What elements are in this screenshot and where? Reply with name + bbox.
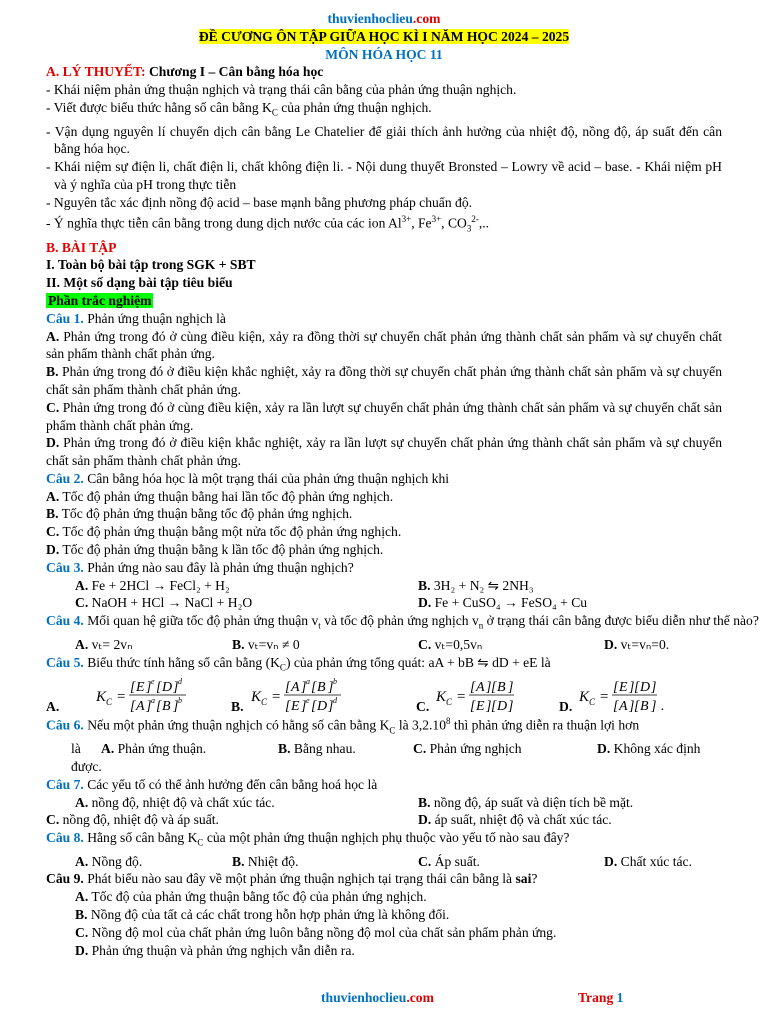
option-a: A. Nồng độ. (75, 853, 143, 869)
option-d: D. K C = [ E ] [ D ] [ A ] [ B ] . (559, 679, 709, 713)
option-a: A. nồng độ, nhiệt độ và chất xúc tác. (75, 794, 275, 810)
option-c: C. Nồng độ mol của chất phản ứng luôn bằng nồng độ mol của chất sản phẩm phản ứng. (75, 924, 557, 940)
svg-text:[: [ (634, 699, 640, 714)
option-c: C. vₜ=0,5vₙ (418, 636, 483, 652)
option-b: B. nồng độ, áp suất và diện tích bề mặt. (418, 794, 634, 810)
page-footer (0, 990, 768, 1008)
svg-text:[: [ (285, 699, 291, 714)
formula-options (46, 679, 722, 713)
svg-text:.: . (661, 699, 665, 714)
option-b: B. Bằng nhau. (278, 741, 356, 757)
theory-heading: A. LÝ THUYẾT: Chương I – Cân bằng hóa học (46, 64, 324, 80)
svg-text:C: C (446, 697, 453, 708)
kc-formula-b (251, 677, 401, 713)
svg-text:B: B (317, 680, 326, 696)
svg-text:[: [ (613, 699, 619, 714)
svg-text:K: K (579, 689, 590, 706)
svg-text:]: ] (486, 699, 492, 714)
options-row (46, 853, 722, 871)
option-a: A. Fe + 2HCl → FeCl₂ + H₂ (75, 577, 230, 593)
svg-text:[: [ (470, 699, 476, 714)
svg-text:b: b (333, 677, 337, 687)
svg-text:K: K (436, 689, 447, 706)
svg-text:]: ] (651, 680, 657, 696)
option-b: B. 3H₂ + N₂ ⇋ 2NH₃ (418, 577, 534, 593)
svg-text:E: E (136, 680, 145, 696)
svg-text:]: ] (173, 680, 179, 696)
svg-text:[: [ (285, 680, 291, 696)
svg-text:]: ] (146, 699, 152, 714)
svg-text:]: ] (173, 699, 179, 714)
option-c: C. Áp suất. (418, 853, 480, 869)
option-a: A. Tốc độ phản ứng thuận bằng hai lần tốc độ phản ứng nghịch. (46, 488, 394, 504)
option-a: A. Phản ứng trong đó ở cùng điều kiện, xảy ra đồng thời sự chuyển chất phản ứng thành chất sản phẩm và sự chuyển chất sản phẩm thành chất phản ứng. (46, 328, 722, 362)
doc-subject: MÔN HÓA HỌC 11 (325, 46, 443, 62)
svg-text:[: [ (156, 699, 162, 714)
option-c: C. NaOH + HCl → NaCl + H₂O (75, 595, 253, 611)
svg-text:A: A (476, 680, 485, 696)
options-row (46, 794, 722, 812)
option-c: C. Phản ứng nghịch (413, 741, 522, 757)
footer-site: thuvienhoclieu.com (321, 990, 434, 1005)
svg-text:D: D (640, 680, 651, 696)
site-header: thuvienhoclieu.com (327, 11, 441, 26)
svg-text:]: ] (328, 680, 334, 696)
svg-text:]: ] (301, 699, 307, 714)
section-heading: II. Một số dạng bài tập tiêu biểu (46, 275, 233, 291)
svg-text:B: B (497, 680, 506, 696)
question-6: Câu 6. Nếu một phản ứng thuận nghịch có hằng số cân bằng $K_C$ là 3,2.10$^8$ thì phản ứng diễn ra thuận lợi hơn (46, 716, 640, 736)
svg-text:[: [ (613, 680, 619, 696)
theory-item: - Khái niệm sự điện li, chất điện li, chất không điện li. - Nội dung thuyết Bronsted – Lowry về acid – base. - Khái niệm pH và ý nghĩa của pH trong thực tiễn (46, 159, 722, 192)
svg-text:b: b (178, 696, 182, 706)
option-a: A. Phản ứng thuận. (101, 741, 207, 757)
svg-text:]: ] (651, 699, 657, 714)
svg-text:a: a (151, 696, 155, 706)
option-d: D. Phản ứng thuận và phản ứng nghịch vẫn diễn ra. (75, 942, 355, 958)
svg-text:B: B (640, 699, 649, 714)
svg-text:C: C (261, 697, 268, 708)
svg-text:]: ] (328, 699, 334, 714)
svg-text:[: [ (156, 680, 162, 696)
option-b: B. K C = [ A ] a [ B ] b [ E ] e [ D ] d (231, 679, 416, 713)
svg-text:A: A (619, 699, 628, 714)
svg-text:=: = (116, 689, 127, 706)
svg-text:=: = (599, 689, 610, 706)
svg-text:[: [ (470, 680, 476, 696)
question-6-tail: được. (71, 758, 102, 774)
svg-text:]: ] (629, 680, 635, 696)
option-d: D. Không xác định (597, 741, 701, 757)
svg-text:K: K (251, 689, 262, 706)
mc-heading: Phần trắc nghiệm (48, 292, 152, 308)
option-d: D. Phản ứng trong đó ở điều kiện khắc nghiệt, xảy ra lần lượt sự chuyển chất phản ứng thành chất sản phẩm và sự chuyển chất sản phẩm thành chất phản ứng. (46, 435, 722, 469)
option-c: C. nồng độ, nhiệt độ và áp suất. (46, 812, 219, 828)
svg-text:A: A (291, 680, 300, 696)
svg-text:[: [ (311, 699, 317, 714)
option-d: D. Chất xúc tác. (604, 853, 692, 869)
svg-text:[: [ (130, 699, 136, 714)
option-b: B. Nồng độ của tất cả các chất trong hỗn hợp phản ứng là không đổi. (75, 907, 450, 923)
options-row (46, 594, 722, 612)
theory-item: - Khái niệm phản ứng thuận nghịch và trạng thái cân bằng của phản ứng thuận nghịch. (46, 82, 517, 98)
kc-formula-d (579, 677, 699, 713)
theory-item: - Ý nghĩa thực tiễn cân bằng trong dung dịch nước của các ion $Al^{3+}$, $Fe^{3+}$, $CO_3^{2-}$,.. (46, 214, 490, 234)
page-number: Trang 1 (578, 990, 624, 1005)
svg-text:[: [ (311, 680, 317, 696)
options-row: là A. Phản ứng thuận. B. Bằng nhau. C. Phản ứng nghịch D. Không xác định (71, 741, 701, 757)
option-d: D. Fe + CuSO₄ → FeSO₄ + Cu (418, 595, 588, 611)
svg-text:[: [ (634, 680, 640, 696)
option-b: B. Phản ứng trong đó ở điều kiện khắc nghiệt, xảy ra đồng thời sự chuyển chất phản ứng thành chất sản phẩm và sự chuyển chất sản phẩm thành chất phản ứng. (46, 364, 722, 397)
question-4: Câu 4. Mối quan hệ giữa tốc độ phản ứng thuận $v_t$ và tốc độ phản ứng nghịch $v_n$ ở trạng thái cân bằng được biểu diễn như thế nào? (46, 613, 759, 631)
question-7: Câu 7. Các yếu tố có thể ảnh hưởng đến cân bằng hoá học là (46, 776, 378, 792)
option-c: C. Phản ứng trong đó ở cùng điều kiện, xảy ra lần lượt sự chuyển chất phản ứng thành chất sản phẩm và sự chuyển chất sản phẩm thành chất phản ứng. (46, 399, 722, 433)
question-8: Câu 8. Hằng số cân bằng $K_C$ của một phản ứng thuận nghịch phụ thuộc vào yếu tố nào sau đây? (46, 830, 570, 848)
svg-text:E: E (291, 699, 300, 714)
svg-text:e: e (306, 696, 310, 706)
svg-text:E: E (619, 680, 628, 696)
option-b: B. Tốc độ phản ứng thuận bằng tốc độ phản ứng nghịch. (46, 506, 353, 522)
kc-formula-a (96, 677, 246, 713)
option-c: C. K C = [ A ] [ B ] [ E ] [ D ] (416, 679, 559, 713)
svg-text:]: ] (301, 680, 307, 696)
kc-formula-c (436, 677, 556, 713)
question-2: Câu 2. Cân bằng hóa học là một trạng thái của phản ứng thuận nghịch khi (46, 470, 450, 486)
exercises-heading: B. BÀI TẬP (46, 239, 117, 255)
question-5: Câu 5. Biểu thức tính hằng số cân bằng $(K_C)$ của phản ứng tổng quát: aA + bB ⇋ dD + eE là (46, 654, 551, 673)
svg-text:d: d (178, 677, 182, 687)
option-d: D. vₜ=vₙ=0. (604, 636, 670, 652)
svg-text:]: ] (508, 699, 514, 714)
section-heading: I. Toàn bộ bài tập trong SGK + SBT (46, 257, 256, 273)
svg-text:=: = (271, 689, 282, 706)
svg-text:C: C (106, 697, 113, 708)
svg-text:D: D (497, 699, 508, 714)
option-b: B. Nhiệt độ. (232, 853, 299, 869)
doc-title: ĐỀ CƯƠNG ÔN TẬP GIỮA HỌC KÌ I NĂM HỌC 2024 – 2025 (198, 28, 570, 44)
svg-text:A: A (136, 699, 145, 714)
svg-text:[: [ (491, 699, 497, 714)
svg-text:C: C (589, 697, 596, 708)
svg-text:K: K (96, 689, 107, 706)
svg-text:]: ] (629, 699, 635, 714)
option-b: B. vₜ=vₙ ≠ 0 (232, 636, 300, 652)
svg-text:]: ] (508, 680, 514, 696)
svg-text:B: B (162, 699, 171, 714)
option-a: A. vₜ= 2vₙ (75, 636, 133, 652)
option-d: D. Tốc độ phản ứng thuận bằng k lần tốc độ phản ứng nghịch. (46, 542, 384, 558)
svg-text:E: E (476, 699, 485, 714)
svg-text:d: d (333, 696, 337, 706)
svg-text:D: D (162, 680, 173, 696)
svg-text:]: ] (146, 680, 152, 696)
options-row (46, 636, 722, 654)
question-1: Câu 1. Phản ứng thuận nghịch là (46, 310, 226, 326)
svg-text:e: e (151, 677, 155, 687)
option-a: A. Tốc độ của phản ứng thuận bằng tốc độ của phản ứng nghịch. (75, 889, 427, 905)
svg-text:]: ] (486, 680, 492, 696)
option-c: C. Tốc độ phản ứng thuận bằng một nửa tốc độ phản ứng nghịch. (46, 524, 402, 540)
theory-item: - Viết được biểu thức hằng số cân bằng $K_C$ của phản ứng thuận nghịch. (46, 99, 432, 118)
question-3: Câu 3. Phản ứng nào sau đây là phản ứng thuận nghịch? (46, 559, 354, 575)
question-9: Câu 9. Phát biểu nào sau đây về một phản ứng thuận nghịch tại trạng thái cân bằng là sai? (46, 871, 538, 887)
svg-text:D: D (317, 699, 328, 714)
svg-text:=: = (456, 689, 467, 706)
option-d: D. áp suất, nhiệt độ và chất xúc tác. (418, 812, 612, 828)
option-a: A. K C = [ E ] e [ D ] d [ A ] a [ B ] b (46, 679, 231, 713)
svg-text:[: [ (130, 680, 136, 696)
options-row (46, 811, 722, 829)
svg-text:a: a (306, 677, 310, 687)
options-row (46, 577, 722, 595)
theory-item: - Vận dụng nguyên lí chuyển dịch cân bằng Le Chatelier để giải thích ảnh hưởng của nhiệt độ, nồng độ, áp suất đến cân bằng hóa học. (46, 123, 722, 157)
theory-item: - Nguyên tắc xác định nồng độ acid – base mạnh bằng phương pháp chuẩn độ. (46, 194, 473, 210)
svg-text:[: [ (491, 680, 497, 696)
